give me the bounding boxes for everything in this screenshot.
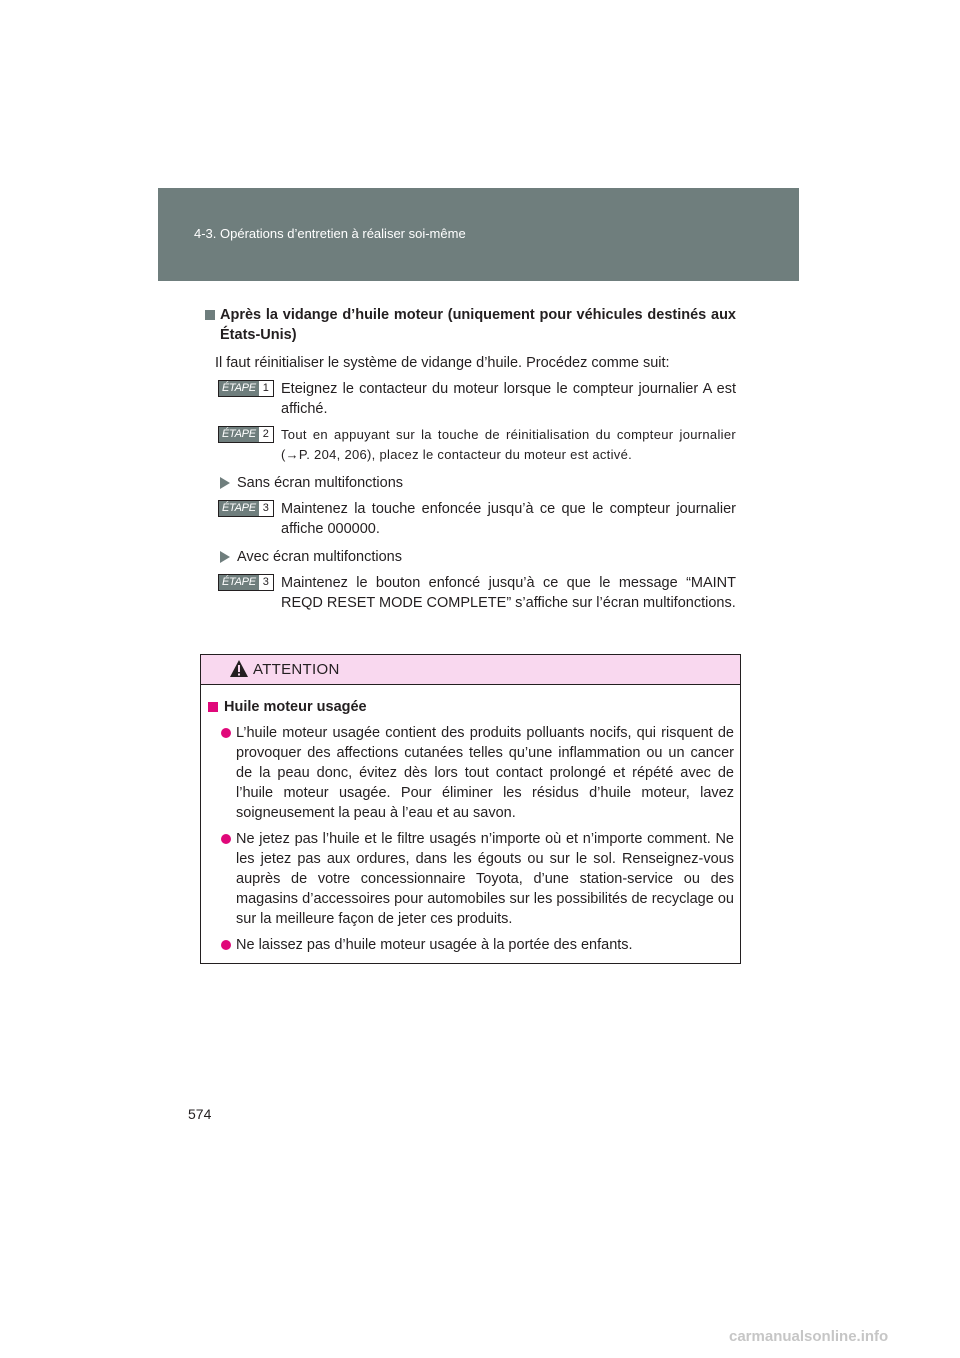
step-text: Eteignez le contacteur du moteur lorsque le compteur journalier A est affiché.	[281, 381, 736, 417]
section-heading	[205, 305, 736, 345]
square-bullet-icon	[205, 310, 215, 320]
step-badge	[218, 426, 274, 443]
watermark: carmanualsonline.info	[729, 1328, 889, 1345]
square-bullet-icon	[208, 702, 218, 712]
step-badge-number: 1	[259, 381, 273, 396]
warning-heading-text: Huile moteur usagée	[224, 699, 367, 715]
warning-header	[201, 655, 740, 685]
step-3-with-display	[205, 573, 736, 613]
warning-bullet-text: Ne laissez pas d’huile moteur usagée à la portée des enfants.	[236, 937, 633, 953]
step-text: Tout en appuyant sur la touche de réinitialisation du compteur journalier (→P. 204, 206), placez le contacteur du moteur est activé.	[281, 427, 736, 462]
section-heading-text: Après la vidange d’huile moteur (uniquement pour véhicules destinés aux États-Unis)	[220, 307, 736, 343]
warning-box	[200, 654, 741, 964]
main-content	[205, 305, 736, 613]
warning-bullet	[208, 935, 734, 955]
step-badge	[218, 380, 274, 397]
intro-text: Il faut réinitialiser le système de vidange d’huile. Procédez comme suit:	[215, 355, 670, 371]
step-2	[205, 425, 736, 465]
step-badge-number: 2	[259, 427, 273, 442]
step-badge-number: 3	[259, 501, 273, 516]
step-1	[205, 379, 736, 419]
chapter-title: 4-3. Opérations d’entretien à réaliser soi-même	[194, 226, 466, 241]
step-3-no-display	[205, 499, 736, 539]
warning-bullet	[208, 723, 734, 823]
step-badge	[218, 500, 274, 517]
warning-bullet	[208, 829, 734, 929]
variant-title-no-display	[205, 473, 736, 493]
step-text: Maintenez la touche enfoncée jusqu’à ce que le compteur journalier affiche 000000.	[281, 501, 736, 537]
warning-triangle-icon	[230, 660, 248, 677]
variant-title-with-display	[205, 547, 736, 567]
triangle-arrow-icon	[220, 551, 230, 563]
round-bullet-icon	[221, 834, 231, 844]
step-badge	[218, 574, 274, 591]
round-bullet-icon	[221, 728, 231, 738]
step-badge-label: ÉTAPE	[219, 427, 259, 442]
variant-title-text: Avec écran multifonctions	[237, 549, 402, 565]
chapter-header	[158, 188, 799, 281]
warning-bullet-text: L’huile moteur usagée contient des produits polluants nocifs, qui risquent de provoquer des affections cutanées telles qu’une inflammation ou un cancer de la peau donc, évitez dès lors tout contact prolongé et répété avec de l’huile moteur usagée. Pour éliminer les résidus d’huile moteur, lavez soigneusement la peau à l’eau et au savon.	[236, 725, 734, 821]
variant-title-text: Sans écran multifonctions	[237, 475, 404, 491]
triangle-arrow-icon	[220, 477, 230, 489]
step-badge-number: 3	[259, 575, 273, 590]
step-badge-label: ÉTAPE	[219, 501, 259, 516]
warning-bullet-text: Ne jetez pas l’huile et le filtre usagés n’importe où et n’importe comment. Ne les jetez pas aux ordures, dans les égouts ou sur le sol. Renseignez-vous auprès de votre concessionnaire Toyota, d’une station-service ou des magasins d’accessoires pour automobiles sur les possibilités de recyclage ou sur la meilleure façon de jeter ces produits.	[236, 831, 734, 927]
warning-title: ATTENTION	[253, 661, 340, 678]
step-badge-label: ÉTAPE	[219, 575, 259, 590]
warning-body	[201, 685, 740, 955]
step-text: Maintenez le bouton enfoncé jusqu’à ce que le message “MAINT REQD RESET MODE COMPLETE” s’affiche sur l’écran multifonctions.	[281, 575, 736, 611]
page-number: 574	[188, 1106, 212, 1122]
round-bullet-icon	[221, 940, 231, 950]
warning-heading	[208, 697, 734, 717]
step-badge-label: ÉTAPE	[219, 381, 259, 396]
